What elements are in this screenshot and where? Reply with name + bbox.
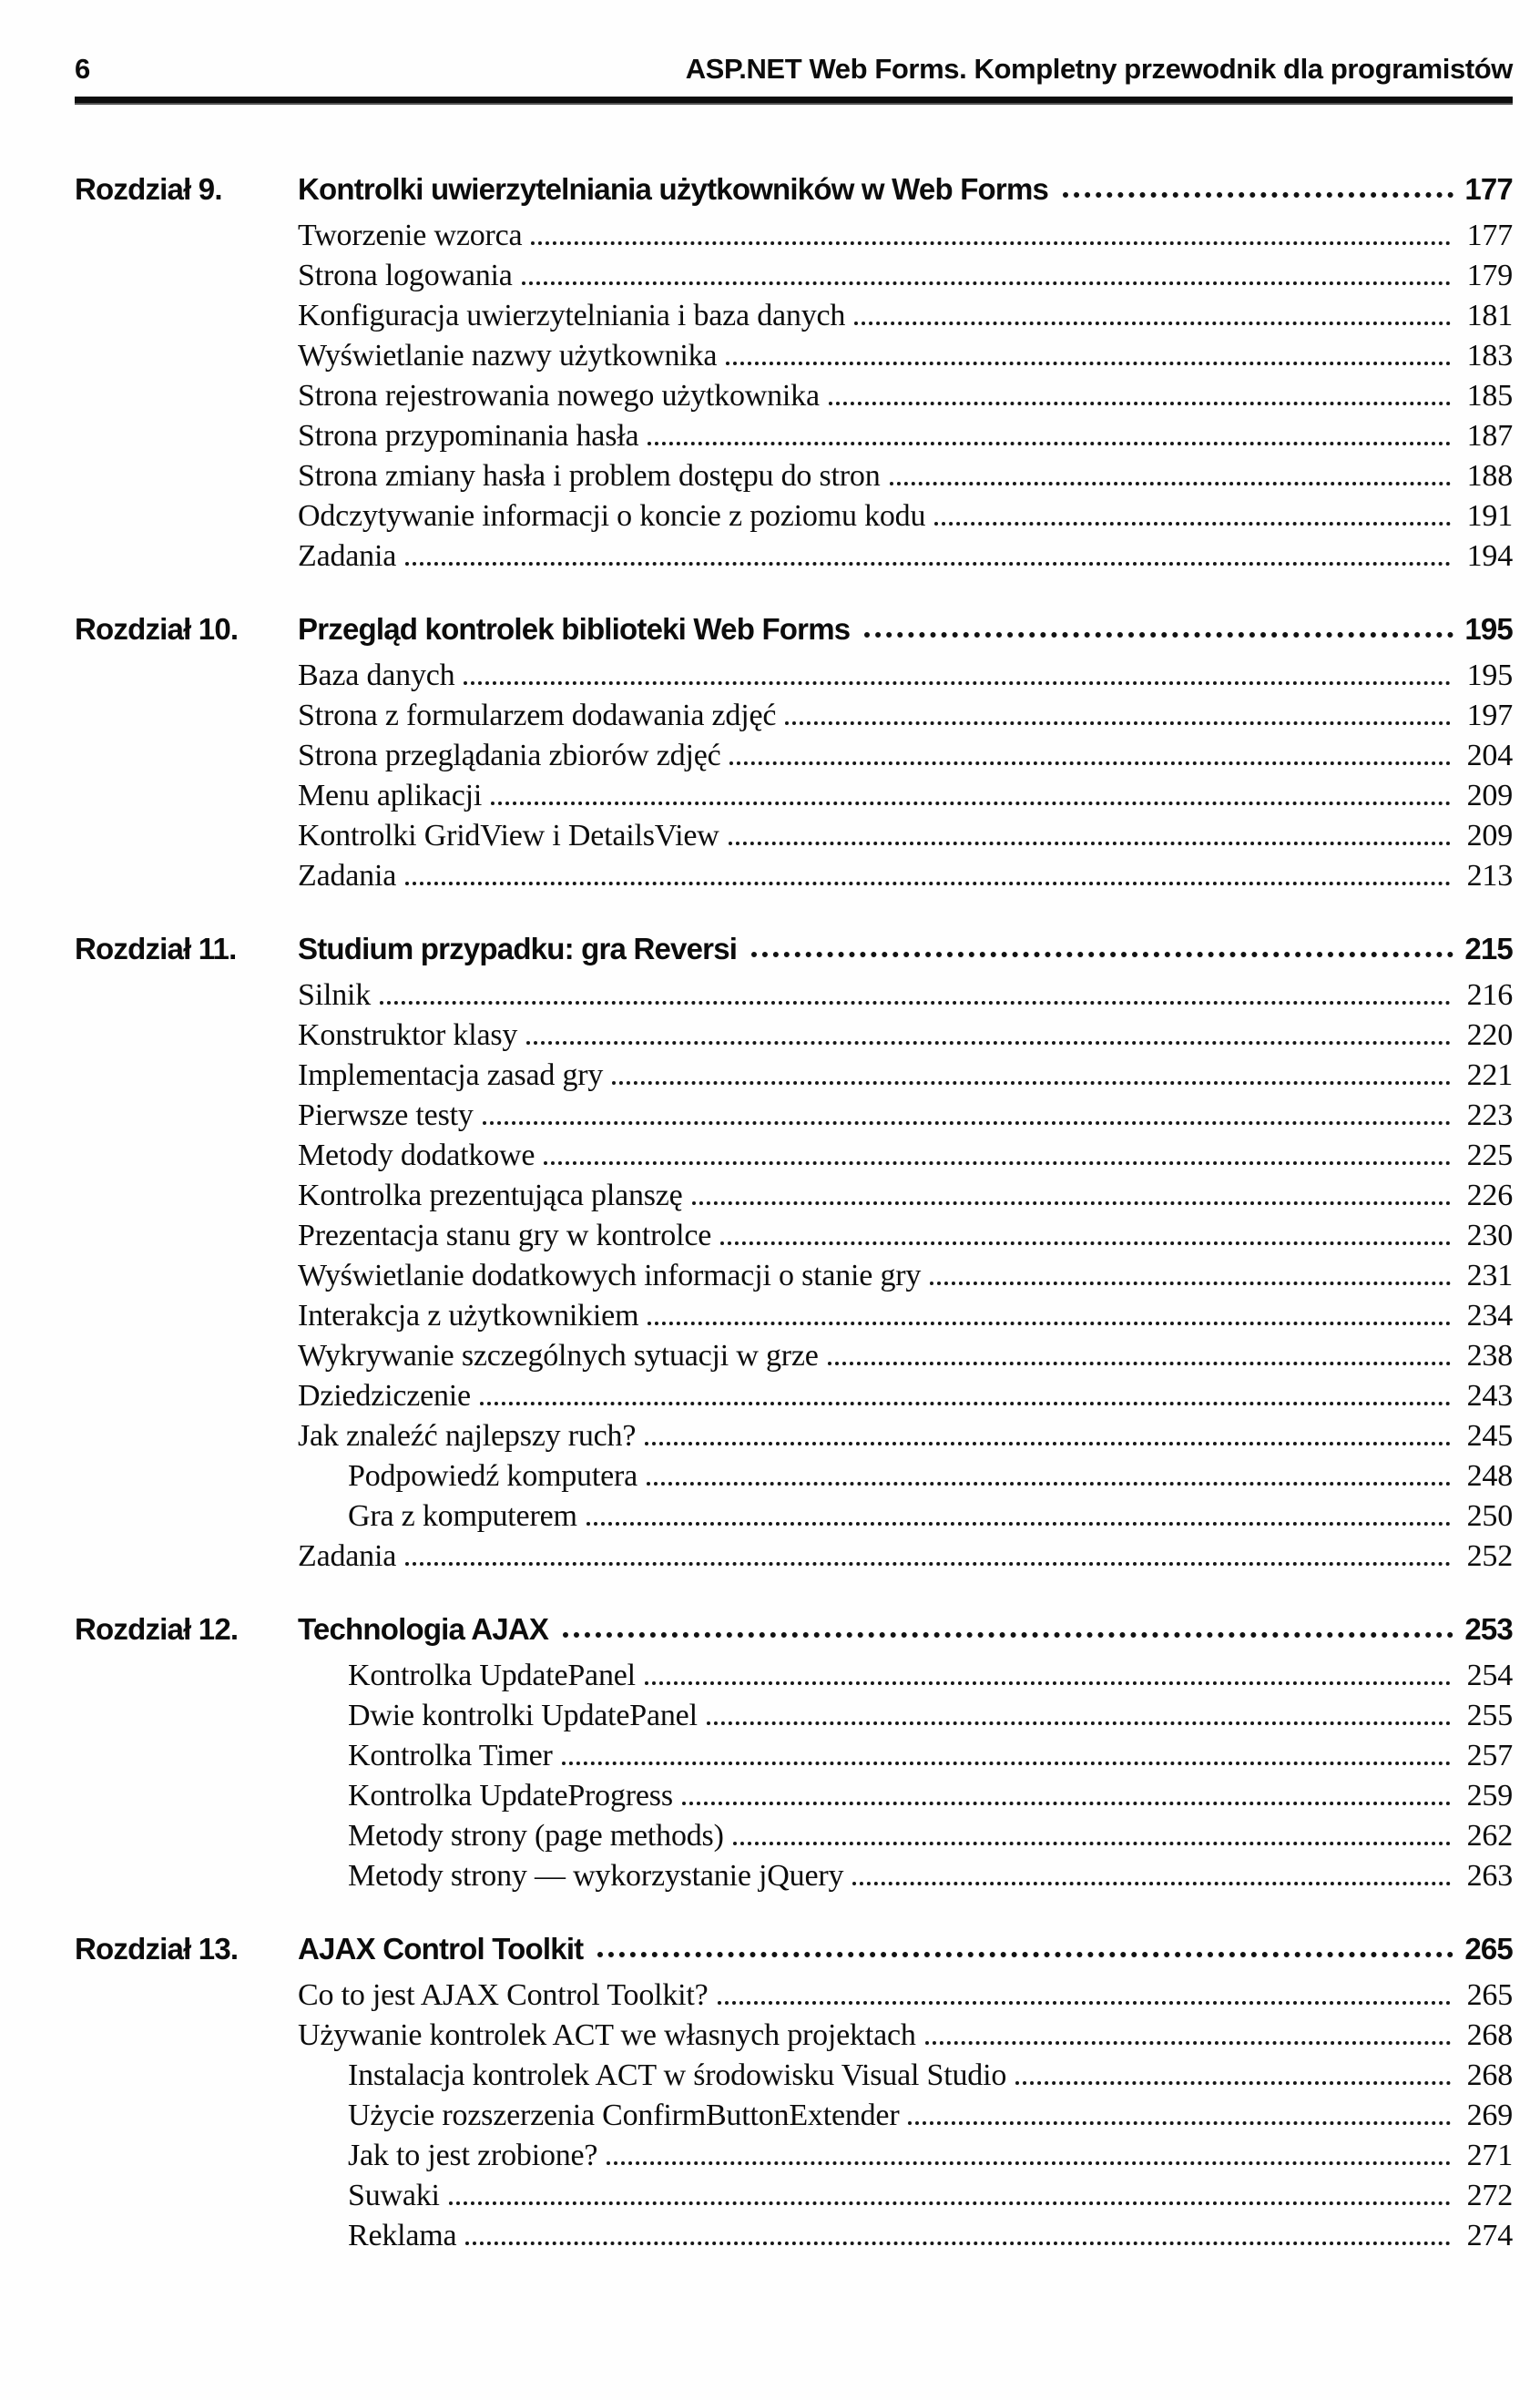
toc-entry-label: Reklama xyxy=(348,2219,457,2252)
dot-leader xyxy=(829,402,1451,405)
dot-leader xyxy=(854,322,1451,325)
toc-entry-page-number: 183 xyxy=(1466,339,1513,373)
toc-entry xyxy=(75,293,1513,333)
toc-entry xyxy=(75,1093,1513,1133)
dot-leader xyxy=(449,2201,1451,2205)
toc-entry-page-number: 265 xyxy=(1466,1978,1513,2012)
toc-entry-page-number: 269 xyxy=(1466,2099,1513,2132)
dot-leader xyxy=(464,681,1451,685)
dot-leader xyxy=(925,2041,1451,2045)
toc-entry-label: Strona rejestrowania nowego użytkownika xyxy=(298,379,820,413)
toc-entry-page-number: 245 xyxy=(1466,1419,1513,1453)
toc-entry xyxy=(75,1253,1513,1293)
toc-entry xyxy=(75,1733,1513,1773)
toc-entry-page-number: 255 xyxy=(1466,1699,1513,1732)
toc-entry xyxy=(75,2173,1513,2213)
dot-leader xyxy=(648,1322,1451,1325)
dot-leader xyxy=(1015,2081,1451,2085)
chapter-page-number: 195 xyxy=(1464,612,1513,646)
dot-leader xyxy=(930,1282,1451,1285)
toc-entry-label: Zadania xyxy=(298,1539,397,1573)
chapter-heading xyxy=(75,161,1513,207)
toc-entry-label: Baza danych xyxy=(298,659,455,692)
toc-entry-label: Strona przeglądania zbiorów zdjęć xyxy=(298,739,721,772)
dot-leader xyxy=(522,281,1451,285)
toc-entry-label: Strona logowania xyxy=(298,259,513,292)
toc-entry-label: Dziedziczenie xyxy=(298,1379,471,1413)
chapter-page-number: 253 xyxy=(1464,1612,1513,1646)
toc-entry-page-number: 234 xyxy=(1466,1299,1513,1333)
dot-leader xyxy=(864,632,1453,638)
toc-entry-page-number: 262 xyxy=(1466,1819,1513,1853)
dot-leader xyxy=(405,1562,1451,1566)
chapter-block xyxy=(75,161,1513,574)
toc-entry-page-number: 271 xyxy=(1466,2139,1513,2172)
toc-entry-label: Metody strony (page methods) xyxy=(348,1819,724,1853)
toc-entry-page-number: 252 xyxy=(1466,1539,1513,1573)
toc-entry xyxy=(75,733,1513,773)
chapter-block xyxy=(75,1921,1513,2253)
chapter-page-number: 215 xyxy=(1464,932,1513,965)
toc-entry xyxy=(75,414,1513,454)
toc-entry-page-number: 272 xyxy=(1466,2179,1513,2212)
toc-entry-page-number: 194 xyxy=(1466,539,1513,573)
toc-entry-page-number: 195 xyxy=(1466,659,1513,692)
toc-entry-page-number: 231 xyxy=(1466,1259,1513,1292)
toc-entry-label: Kontrolka UpdateProgress xyxy=(348,1779,673,1813)
dot-leader xyxy=(890,482,1451,485)
dot-leader xyxy=(483,1121,1451,1125)
toc-entry-page-number: 209 xyxy=(1466,779,1513,812)
toc-entry-page-number: 191 xyxy=(1466,499,1513,533)
dot-leader xyxy=(648,442,1451,445)
chapter-page-number: 177 xyxy=(1464,172,1513,206)
toc xyxy=(75,105,1513,2253)
dot-leader xyxy=(720,1241,1451,1245)
toc-entry-page-number: 257 xyxy=(1466,1739,1513,1772)
toc-entry xyxy=(75,813,1513,853)
toc-entry-label: Gra z komputerem xyxy=(348,1499,577,1533)
toc-entry xyxy=(75,853,1513,894)
chapter-title: Technologia AJAX xyxy=(298,1612,549,1646)
toc-entry-page-number: 225 xyxy=(1466,1139,1513,1172)
toc-entry xyxy=(75,1013,1513,1053)
toc-entry-page-number: 179 xyxy=(1466,259,1513,292)
header-divider xyxy=(75,97,1513,105)
dot-leader xyxy=(647,1482,1451,1486)
dot-leader xyxy=(645,1442,1451,1445)
toc-entry-label: Kontrolka prezentująca planszę xyxy=(298,1179,683,1212)
chapter-page-number: 265 xyxy=(1464,1932,1513,1966)
toc-entry-page-number: 226 xyxy=(1466,1179,1513,1212)
dot-leader xyxy=(729,842,1451,845)
chapter-heading xyxy=(75,1601,1513,1647)
toc-entry-page-number: 238 xyxy=(1466,1339,1513,1373)
toc-entry xyxy=(75,1813,1513,1854)
chapter-title: AJAX Control Toolkit xyxy=(298,1932,584,1966)
toc-entry-label: Dwie kontrolki UpdatePanel xyxy=(348,1699,698,1732)
dot-leader xyxy=(612,1081,1451,1085)
toc-entry-label: Pierwsze testy xyxy=(298,1098,474,1132)
dot-leader xyxy=(380,1001,1451,1005)
toc-entry xyxy=(75,1653,1513,1693)
dot-leader xyxy=(544,1161,1451,1165)
toc-entry-page-number: 197 xyxy=(1466,699,1513,732)
toc-entry-label: Implementacja zasad gry xyxy=(298,1058,604,1092)
dot-leader xyxy=(531,241,1451,245)
toc-entry-page-number: 274 xyxy=(1466,2219,1513,2252)
chapter-label: Rozdział 13. xyxy=(75,1932,239,1966)
toc-entry-page-number: 230 xyxy=(1466,1219,1513,1252)
toc-entry-label: Wyświetlanie nazwy użytkownika xyxy=(298,339,718,373)
toc-entry-label: Jak znaleźć najlepszy ruch? xyxy=(298,1419,637,1453)
chapter-label: Rozdział 10. xyxy=(75,612,239,646)
toc-entry-page-number: 209 xyxy=(1466,819,1513,853)
toc-entry-label: Odczytywanie informacji o koncie z poziomu kodu xyxy=(298,499,926,533)
dot-leader xyxy=(707,1721,1451,1725)
toc-entry-page-number: 268 xyxy=(1466,2058,1513,2092)
toc-entry-page-number: 248 xyxy=(1466,1459,1513,1493)
toc-entry-label: Zadania xyxy=(298,859,397,893)
toc-entry xyxy=(75,653,1513,693)
toc-entry-label: Strona zmiany hasła i problem dostępu do stron xyxy=(298,459,881,493)
dot-leader xyxy=(729,761,1451,765)
toc-entry xyxy=(75,1973,1513,2013)
toc-entry-page-number: 188 xyxy=(1466,459,1513,493)
dot-leader xyxy=(562,1762,1451,1765)
toc-entry xyxy=(75,253,1513,293)
toc-entry-label: Jak to jest zrobione? xyxy=(348,2139,598,2172)
toc-entry-label: Strona z formularzem dodawania zdjęć xyxy=(298,699,777,732)
toc-entry xyxy=(75,693,1513,733)
toc-entry xyxy=(75,333,1513,373)
dot-leader xyxy=(852,1882,1451,1885)
dot-leader xyxy=(726,362,1451,365)
chapter-title: Kontrolki uwierzytelniania użytkowników w Web Forms xyxy=(298,172,1049,206)
toc-entry-page-number: 177 xyxy=(1466,219,1513,252)
toc-entry xyxy=(75,1053,1513,1093)
toc-entry-label: Silnik xyxy=(298,978,372,1012)
toc-entry-label: Wykrywanie szczególnych sytuacji w grze xyxy=(298,1339,819,1373)
dot-leader xyxy=(1063,192,1453,198)
toc-entry xyxy=(75,1374,1513,1414)
toc-entry xyxy=(75,2093,1513,2133)
chapter-label: Rozdział 11. xyxy=(75,932,237,965)
chapter-title: Przegląd kontrolek biblioteki Web Forms xyxy=(298,612,851,646)
toc-entry-label: Metody dodatkowe xyxy=(298,1139,535,1172)
chapter-block xyxy=(75,1601,1513,1894)
dot-leader xyxy=(645,1681,1451,1685)
toc-entry-page-number: 259 xyxy=(1466,1779,1513,1813)
toc-entry-label: Używanie kontrolek ACT we własnych projektach xyxy=(298,2018,916,2052)
book-title: ASP.NET Web Forms. Kompletny przewodnik dla programistów xyxy=(685,53,1513,85)
dot-leader xyxy=(733,1842,1451,1845)
toc-entry-label: Strona przypominania hasła xyxy=(298,419,639,453)
toc-entry-label: Zadania xyxy=(298,539,397,573)
dot-leader xyxy=(828,1362,1451,1365)
chapter-heading xyxy=(75,1921,1513,1966)
dot-leader xyxy=(785,721,1451,725)
toc-entry xyxy=(75,2053,1513,2093)
toc-entry xyxy=(75,373,1513,414)
toc-entry-label: Prezentacja stanu gry w kontrolce xyxy=(298,1219,712,1252)
toc-entry-page-number: 254 xyxy=(1466,1659,1513,1692)
toc-entry xyxy=(75,1173,1513,1213)
toc-entry-page-number: 204 xyxy=(1466,739,1513,772)
toc-entry-label: Kontrolka Timer xyxy=(348,1739,553,1772)
running-header xyxy=(75,0,1513,97)
toc-entry-page-number: 243 xyxy=(1466,1379,1513,1413)
toc-entry-page-number: 181 xyxy=(1466,299,1513,332)
toc-entry-page-number: 221 xyxy=(1466,1058,1513,1092)
dot-leader xyxy=(465,2242,1451,2245)
toc-entry xyxy=(75,1454,1513,1494)
toc-entry-page-number: 185 xyxy=(1466,379,1513,413)
dot-leader xyxy=(751,952,1453,957)
toc-entry xyxy=(75,2213,1513,2253)
dot-leader xyxy=(718,2001,1451,2005)
toc-entry xyxy=(75,1494,1513,1534)
toc-entry-page-number: 213 xyxy=(1466,859,1513,893)
dot-leader xyxy=(586,1522,1451,1526)
toc-entry-label: Konfiguracja uwierzytelniania i baza danych xyxy=(298,299,846,332)
toc-entry-page-number: 220 xyxy=(1466,1018,1513,1052)
dot-leader xyxy=(934,522,1451,526)
toc-entry-page-number: 263 xyxy=(1466,1859,1513,1893)
toc-entry xyxy=(75,1133,1513,1173)
toc-entry xyxy=(75,1693,1513,1733)
toc-entry xyxy=(75,1414,1513,1454)
dot-leader xyxy=(682,1802,1451,1805)
chapter-heading xyxy=(75,921,1513,966)
dot-leader xyxy=(491,802,1451,805)
toc-entry xyxy=(75,494,1513,534)
toc-entry xyxy=(75,1773,1513,1813)
toc-entry xyxy=(75,2133,1513,2173)
toc-entry xyxy=(75,1213,1513,1253)
dot-leader xyxy=(563,1632,1453,1638)
dot-leader xyxy=(526,1041,1451,1045)
toc-entry-label: Wyświetlanie dodatkowych informacji o stanie gry xyxy=(298,1259,922,1292)
toc-entry-page-number: 223 xyxy=(1466,1098,1513,1132)
toc-entry xyxy=(75,973,1513,1013)
dot-leader xyxy=(405,882,1451,885)
chapter-title: Studium przypadku: gra Reversi xyxy=(298,932,738,965)
toc-entry-label: Co to jest AJAX Control Toolkit? xyxy=(298,1978,709,2012)
toc-entry-label: Instalacja kontrolek ACT w środowisku Visual Studio xyxy=(348,2058,1007,2092)
chapter-label: Rozdział 9. xyxy=(75,172,222,206)
toc-entry xyxy=(75,1854,1513,1894)
chapter-block xyxy=(75,601,1513,894)
toc-entry-label: Tworzenie wzorca xyxy=(298,219,523,252)
toc-entry xyxy=(75,1534,1513,1574)
toc-entry xyxy=(75,773,1513,813)
chapter-block xyxy=(75,921,1513,1574)
dot-leader xyxy=(607,2161,1451,2165)
toc-entry-page-number: 268 xyxy=(1466,2018,1513,2052)
dot-leader xyxy=(405,562,1451,566)
toc-entry-label: Suwaki xyxy=(348,2179,440,2212)
toc-entry xyxy=(75,534,1513,574)
toc-entry-label: Konstruktor klasy xyxy=(298,1018,518,1052)
toc-entry-page-number: 250 xyxy=(1466,1499,1513,1533)
dot-leader xyxy=(480,1402,1451,1405)
dot-leader xyxy=(908,2121,1451,2125)
toc-entry-label: Użycie rozszerzenia ConfirmButtonExtender xyxy=(348,2099,900,2132)
toc-entry-label: Kontrolki GridView i DetailsView xyxy=(298,819,719,853)
toc-entry-label: Kontrolka UpdatePanel xyxy=(348,1659,636,1692)
chapter-label: Rozdział 12. xyxy=(75,1612,239,1646)
page-number: 6 xyxy=(75,53,90,85)
toc-entry-page-number: 187 xyxy=(1466,419,1513,453)
chapter-heading xyxy=(75,601,1513,647)
toc-entry xyxy=(75,1333,1513,1374)
toc-entry-label: Menu aplikacji xyxy=(298,779,483,812)
toc-entry-label: Podpowiedź komputera xyxy=(348,1459,637,1493)
toc-entry-label: Interakcja z użytkownikiem xyxy=(298,1299,639,1333)
toc-entry xyxy=(75,454,1513,494)
dot-leader xyxy=(597,1952,1453,1957)
toc-entry xyxy=(75,1293,1513,1333)
toc-entry xyxy=(75,213,1513,253)
toc-entry-label: Metody strony — wykorzystanie jQuery xyxy=(348,1859,844,1893)
dot-leader xyxy=(692,1201,1451,1205)
toc-entry xyxy=(75,2013,1513,2053)
toc-entry-page-number: 216 xyxy=(1466,978,1513,1012)
